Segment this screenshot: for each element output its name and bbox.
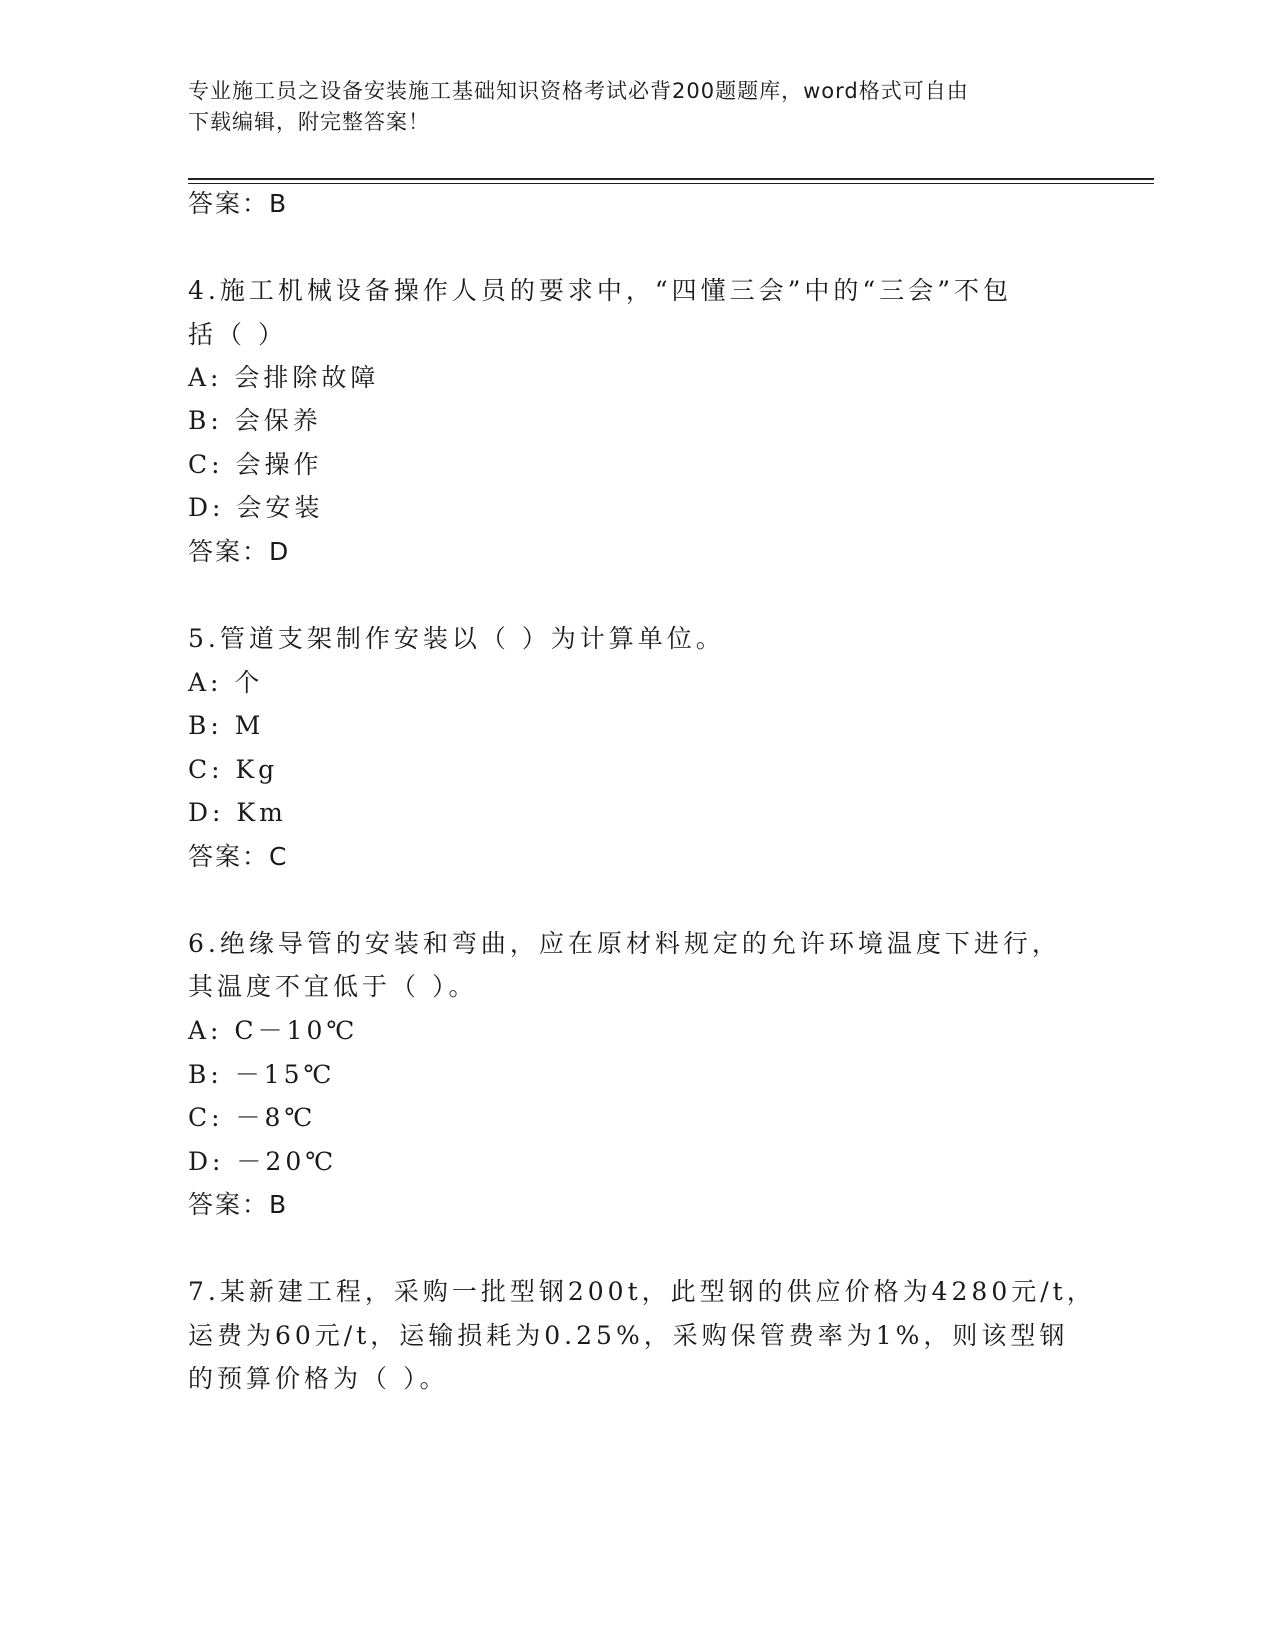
question-5-option-b: B: M bbox=[188, 711, 265, 740]
question-5-option-d: D: Km bbox=[188, 798, 287, 827]
document-header bbox=[188, 76, 1068, 138]
header-divider-thin bbox=[188, 183, 1154, 184]
question-6-option-a: A: C－10℃ bbox=[188, 1016, 359, 1045]
question-7-stem-line-2: 运费为60元/t，运输损耗为0.25%，采购保管费率为1%，则该型钢 bbox=[188, 1321, 1069, 1350]
question-4-option-a: A: 会排除故障 bbox=[188, 363, 380, 392]
question-5-answer: 答案：C bbox=[188, 842, 289, 871]
question-4-option-c: C: 会操作 bbox=[188, 450, 323, 479]
question-4-stem-line-2: 括（ ） bbox=[188, 320, 287, 349]
question-5-stem: 5.管道支架制作安装以（ ）为计算单位。 bbox=[188, 624, 725, 653]
question-6-option-b: B: －15℃ bbox=[188, 1060, 336, 1089]
question-7-stem-line-1: 7.某新建工程，采购一批型钢200t，此型钢的供应价格为4280元/t， bbox=[188, 1277, 1096, 1306]
header-line-2: 下载编辑，附完整答案！ bbox=[188, 110, 430, 134]
header-line-1: 专业施工员之设备安装施工基础知识资格考试必背200题题库，word格式可自由 bbox=[188, 79, 969, 103]
question-6-answer: 答案：B bbox=[188, 1190, 289, 1219]
question-4-option-b: B: 会保养 bbox=[188, 406, 322, 435]
question-6-stem-line-1: 6.绝缘导管的安装和弯曲，应在原材料规定的允许环境温度下进行， bbox=[188, 929, 1061, 958]
question-6-stem-line-2: 其温度不宜低于（ ）。 bbox=[188, 972, 478, 1001]
header-divider bbox=[188, 178, 1154, 180]
question-6-option-d: D: －20℃ bbox=[188, 1147, 338, 1176]
question-5-option-c: C: Kg bbox=[188, 755, 279, 784]
question-4-answer: 答案：D bbox=[188, 537, 291, 566]
question-4-stem-line-1: 4.施工机械设备操作人员的要求中，“四懂三会”中的“三会”不包 bbox=[188, 276, 1012, 305]
question-6-option-c: C: －8℃ bbox=[188, 1103, 317, 1132]
question-7-stem-line-3: 的预算价格为（ ）。 bbox=[188, 1364, 449, 1393]
previous-answer: 答案：B bbox=[188, 189, 289, 218]
question-4-option-d: D: 会安装 bbox=[188, 493, 324, 522]
question-5-option-a: A: 个 bbox=[188, 668, 264, 697]
